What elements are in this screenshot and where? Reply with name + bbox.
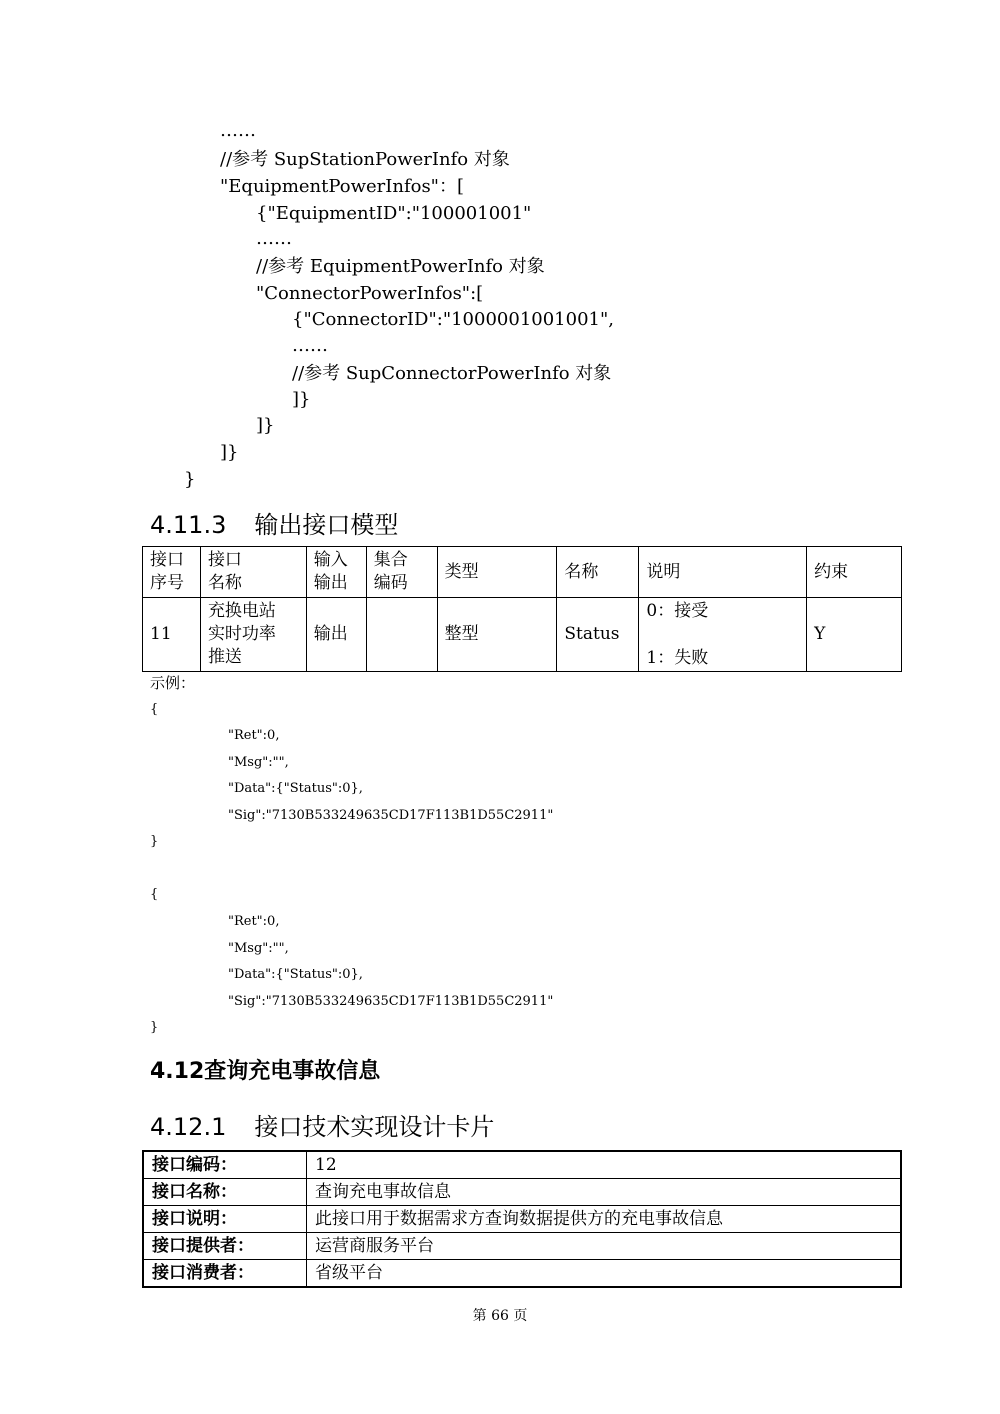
- json-line: "Sig":"7130B533249635CD17F113B1D55C2911": [228, 994, 554, 1009]
- json-line: {: [150, 702, 159, 717]
- interface-card-table: [142, 1150, 902, 1288]
- header-cell: 类型: [437, 547, 557, 598]
- code-line: ……: [256, 228, 292, 249]
- cell-io: 输出: [306, 598, 366, 672]
- header-cell: 约束: [807, 547, 902, 598]
- table-row: [143, 1260, 901, 1288]
- cell-name: 充换电站 实时功率 推送: [200, 598, 306, 672]
- card-label: 接口编码：: [143, 1151, 307, 1179]
- header-cell: 集合 编码: [366, 547, 437, 598]
- json-line: "Ret":0,: [228, 728, 280, 743]
- cell-set-code: [366, 598, 437, 672]
- cell-field: Status: [557, 598, 639, 672]
- desc-line: 1：失败: [646, 647, 709, 668]
- code-line: ]}: [292, 389, 311, 410]
- table-row: [143, 1233, 901, 1260]
- card-value: 此接口用于数据需求方查询数据提供方的充电事故信息: [307, 1206, 902, 1233]
- code-line: //参考 SupStationPowerInfo 对象: [220, 149, 510, 170]
- code-line: "EquipmentPowerInfos"：[: [220, 176, 464, 197]
- code-line: ]}: [256, 415, 275, 436]
- json-line: "Msg":"",: [228, 941, 289, 956]
- card-value: 12: [307, 1151, 902, 1179]
- card-value: 运营商服务平台: [307, 1233, 902, 1260]
- json-line: }: [150, 834, 159, 849]
- code-line: {"ConnectorID":"1000001001001",: [292, 309, 614, 330]
- cell-type: 整型: [437, 598, 557, 672]
- page-footer: 第 66 页: [472, 1308, 528, 1324]
- code-line: ……: [220, 120, 256, 141]
- card-label: 接口消费者：: [143, 1260, 307, 1288]
- code-line: }: [184, 469, 196, 490]
- header-cell: 输入 输出: [306, 547, 366, 598]
- code-line: ……: [292, 335, 328, 356]
- json-line: }: [150, 1020, 159, 1035]
- json-line: "Msg":"",: [228, 755, 289, 770]
- cell-desc: [639, 598, 807, 672]
- section-heading: [150, 1107, 494, 1142]
- header-cell: 接口 名称: [200, 547, 306, 598]
- output-model-table: [142, 546, 902, 672]
- cell-seq: 11: [143, 598, 201, 672]
- card-label: 接口说明：: [143, 1206, 307, 1233]
- table-row: [143, 1179, 901, 1206]
- header-cell: 接口 序号: [143, 547, 201, 598]
- section-title: 查询充电事故信息: [204, 1059, 381, 1084]
- card-label: 接口提供者：: [143, 1233, 307, 1260]
- card-label: 接口名称：: [143, 1179, 307, 1206]
- json-line: "Sig":"7130B533249635CD17F113B1D55C2911": [228, 808, 554, 823]
- header-cell: 说明: [639, 547, 807, 598]
- section-heading: [150, 505, 398, 540]
- code-line: "ConnectorPowerInfos":[: [256, 283, 484, 304]
- code-line: //参考 SupConnectorPowerInfo 对象: [292, 363, 612, 384]
- desc-line: 0：接受: [646, 600, 709, 621]
- json-line: "Ret":0,: [228, 914, 280, 929]
- section-title: 输出接口模型: [254, 511, 399, 539]
- cell-constraint: Y: [807, 598, 902, 672]
- table-row: [143, 1206, 901, 1233]
- table-row: [143, 598, 902, 672]
- example-label: 示例：: [150, 674, 196, 692]
- code-line: //参考 EquipmentPowerInfo 对象: [256, 256, 545, 277]
- code-line: {"EquipmentID":"100001001": [256, 203, 532, 224]
- code-line: ]}: [220, 442, 239, 463]
- section-number: 4.12: [150, 1059, 205, 1084]
- card-value: 查询充电事故信息: [307, 1179, 902, 1206]
- table-row: [143, 1151, 901, 1179]
- json-line: "Data":{"Status":0},: [228, 967, 363, 982]
- json-line: {: [150, 887, 159, 902]
- section-number: 4.11.3: [150, 511, 227, 539]
- json-line: "Data":{"Status":0},: [228, 781, 363, 796]
- section-title: 接口技术实现设计卡片: [254, 1113, 495, 1141]
- table-header-row: [143, 547, 902, 598]
- card-value: 省级平台: [307, 1260, 902, 1288]
- header-cell: 名称: [557, 547, 639, 598]
- section-heading: [150, 1054, 380, 1085]
- section-number: 4.12.1: [150, 1113, 227, 1141]
